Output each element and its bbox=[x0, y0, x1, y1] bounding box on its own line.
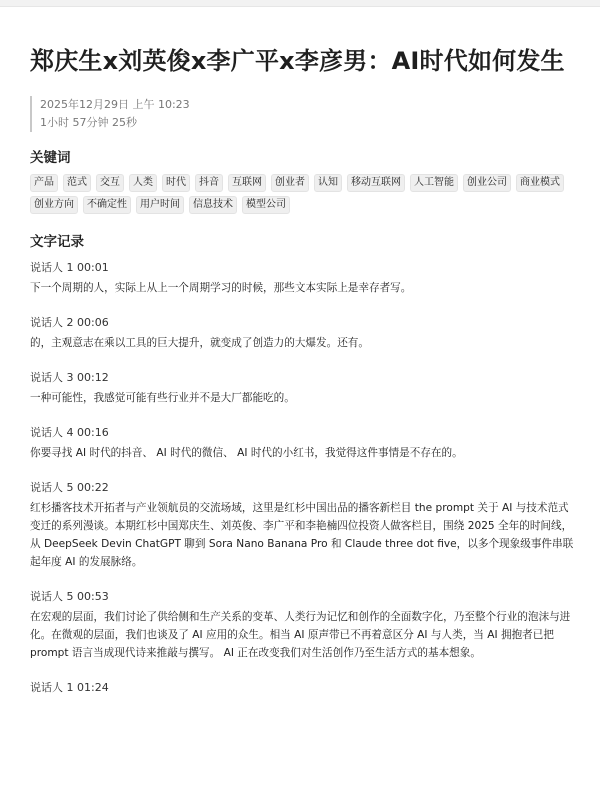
keyword-tag[interactable]: 人类 bbox=[129, 174, 157, 192]
entry-text: 一种可能性，我感觉可能有些行业并不是大厂都能吃的。 bbox=[30, 392, 295, 404]
transcript-entry bbox=[30, 315, 575, 352]
keyword-tag[interactable]: 认知 bbox=[314, 174, 342, 192]
speaker-name: 说话人 1 bbox=[30, 681, 74, 694]
transcript-entry bbox=[30, 480, 575, 571]
keyword-tag[interactable]: 创业公司 bbox=[463, 174, 511, 192]
keyword-list bbox=[30, 174, 575, 218]
keyword-tag[interactable]: 人工智能 bbox=[410, 174, 458, 192]
recording-meta bbox=[30, 96, 575, 132]
keyword-tag[interactable]: 商业模式 bbox=[516, 174, 564, 192]
keyword-tag[interactable]: 移动互联网 bbox=[347, 174, 405, 192]
keyword-tag[interactable]: 抖音 bbox=[195, 174, 223, 192]
speaker-name: 说话人 1 bbox=[30, 261, 74, 274]
transcript-entry bbox=[30, 680, 575, 696]
speaker-line bbox=[30, 480, 575, 496]
entry-text: 你要寻找 AI 时代的抖音、 AI 时代的微信、 AI 时代的小红书，我觉得这件事情是不存在的。 bbox=[30, 447, 463, 459]
keyword-tag[interactable]: 模型公司 bbox=[242, 196, 290, 214]
speaker-line bbox=[30, 315, 575, 331]
speaker-line bbox=[30, 425, 575, 441]
keyword-tag[interactable]: 用户时间 bbox=[136, 196, 184, 214]
keyword-tag[interactable]: 互联网 bbox=[228, 174, 266, 192]
top-toolbar-strip bbox=[0, 0, 600, 7]
transcript-section bbox=[30, 232, 575, 696]
keywords-section bbox=[30, 148, 575, 218]
speaker-line bbox=[30, 680, 575, 696]
transcript-entry bbox=[30, 260, 575, 297]
page-title: 郑庆生x刘英俊x李广平x李彦男：AI时代如何发生 bbox=[30, 47, 565, 75]
speaker-name: 说话人 5 bbox=[30, 481, 74, 494]
entry-text: 红杉播客技术开拓者与产业领航员的交流场域，这里是红杉中国出品的播客新栏目 the prompt 关于 AI 与技术范式变迁的系列漫谈。本期红杉中国郑庆生、刘英俊、李广平和李艳楠四位投资人做客栏目，围绕 2025 全年的时间线，从 DeepSeek Devin ChatGPT 聊到 Sora Nano Banana Pro 和 Claude three dot five，以多个现象级事件串联起年度 AI 的发展脉络。 bbox=[30, 502, 574, 568]
keyword-tag[interactable]: 产品 bbox=[30, 174, 58, 192]
keyword-tag[interactable]: 创业者 bbox=[271, 174, 309, 192]
document-content bbox=[30, 40, 575, 714]
entry-text: 的，主观意志在乘以工具的巨大提升，就变成了创造力的大爆发。还有。 bbox=[30, 337, 369, 349]
speaker-line bbox=[30, 589, 575, 605]
recording-date: 2025年12月29日 上午 10:23 bbox=[40, 98, 190, 111]
recording-duration: 1小时 57分钟 25秒 bbox=[40, 116, 137, 129]
speaker-line bbox=[30, 260, 575, 276]
speaker-name: 说话人 5 bbox=[30, 590, 74, 603]
transcript-entry bbox=[30, 370, 575, 407]
keyword-tag[interactable]: 不确定性 bbox=[83, 196, 131, 214]
keyword-tag[interactable]: 交互 bbox=[96, 174, 124, 192]
entry-text: 下一个周期的人，实际上从上一个周期学习的时候，那些文本实际上是幸存者写。 bbox=[30, 282, 412, 294]
speaker-name: 说话人 3 bbox=[30, 371, 74, 384]
transcript-entry bbox=[30, 589, 575, 662]
transcript-entry bbox=[30, 425, 575, 462]
timestamp[interactable]: 00:01 bbox=[77, 261, 109, 274]
keywords-heading: 关键词 bbox=[30, 150, 71, 166]
timestamp[interactable]: 00:06 bbox=[77, 316, 109, 329]
timestamp[interactable]: 00:22 bbox=[77, 481, 109, 494]
speaker-name: 说话人 4 bbox=[30, 426, 74, 439]
keyword-tag[interactable]: 创业方向 bbox=[30, 196, 78, 214]
transcript-heading: 文字记录 bbox=[30, 234, 84, 250]
speaker-line bbox=[30, 370, 575, 386]
keyword-tag[interactable]: 信息技术 bbox=[189, 196, 237, 214]
timestamp[interactable]: 00:53 bbox=[77, 590, 109, 603]
speaker-name: 说话人 2 bbox=[30, 316, 74, 329]
keyword-tag[interactable]: 范式 bbox=[63, 174, 91, 192]
keyword-tag[interactable]: 时代 bbox=[162, 174, 190, 192]
timestamp[interactable]: 00:16 bbox=[77, 426, 109, 439]
timestamp[interactable]: 01:24 bbox=[77, 681, 109, 694]
entry-text: 在宏观的层面，我们讨论了供给侧和生产关系的变革、人类行为记忆和创作的全面数字化，乃至整个行业的泡沫与进化。在微观的层面，我们也谈及了 AI 应用的众生。相当 AI 原声带已不再着意区分 AI 与人类，当 AI 拥抱者已把 prompt 语言当成现代诗来推敲与撰写。 AI 正在改变我们对生活创作乃至生活方式的基本想象。 bbox=[30, 611, 571, 659]
timestamp[interactable]: 00:12 bbox=[77, 371, 109, 384]
